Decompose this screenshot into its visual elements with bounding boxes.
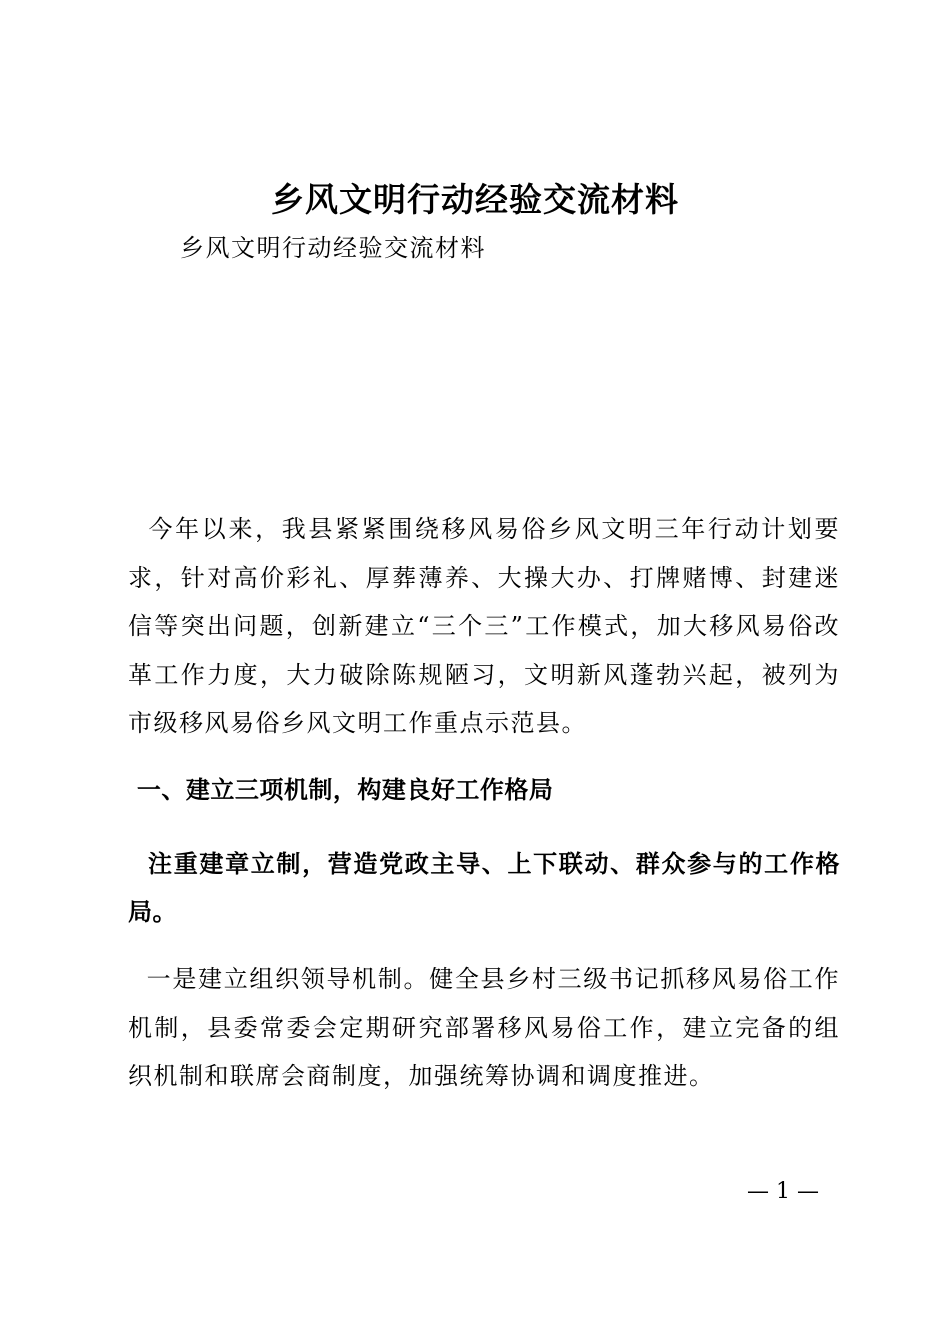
document-title: 乡风文明行动经验交流材料 [271, 180, 679, 219]
section-heading: 一、建立三项机制，构建良好工作格局 [128, 776, 554, 804]
section-lead-paragraph: 注重建章立制，营造党政主导、上下联动、群众参与的工作格局。 [128, 850, 840, 926]
document-subtitle: 乡风文明行动经验交流材料 [180, 234, 486, 262]
mechanism-paragraph: 一是建立组织领导机制。健全县乡村三级书记抓移风易俗工作机制，县委常委会定期研究部署移风易俗工作，建立完备的组织机制和联席会商制度，加强统筹协调和调度推进。 [128, 965, 840, 1090]
intro-paragraph: 今年以来，我县紧紧围绕移风易俗乡风文明三年行动计划要求，针对高价彩礼、厚葬薄养、大操大办、打牌赌博、封建迷信等突出问题，创新建立“三个三”工作模式，加大移风易俗改革工作力度，大力破除陈规陋习，文明新风蓬勃兴起，被列为市级移风易俗乡风文明工作重点示范县。 [128, 515, 840, 737]
page-number: — 1 — [747, 1179, 819, 1204]
